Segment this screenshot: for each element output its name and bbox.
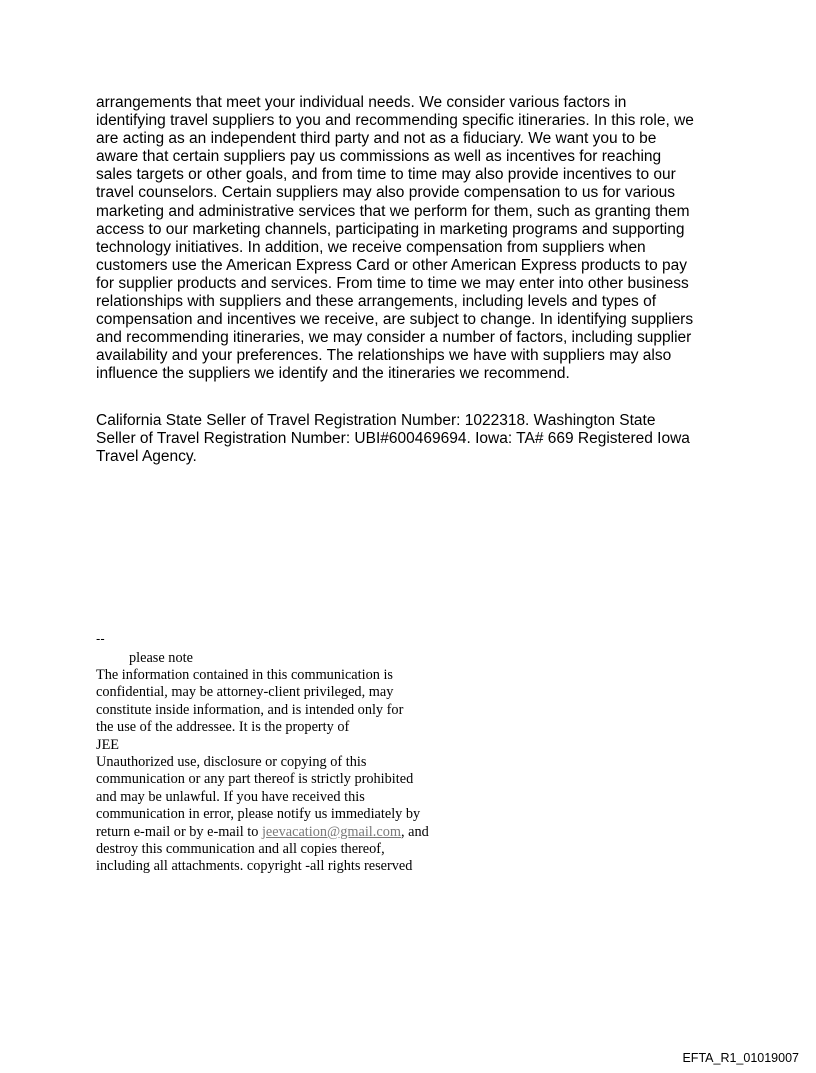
confidentiality-notice [96,667,516,876]
registration-line: Seller of Travel Registration Number: UBI#600469694. Iowa: TA# 669 Registered Iowa [96,430,690,448]
disclosure-line: identifying travel suppliers to you and recommending specific itineraries. In this role, we [96,112,694,130]
disclosure-line: arrangements that meet your individual needs. We consider various factors in [96,94,627,111]
email-prefix: return e-mail or by e-mail to [96,823,262,840]
disclosure-line: relationships with suppliers and these arrangements, including levels and types of [96,293,657,311]
registration-line: California State Seller of Travel Registration Number: 1022318. Washington State [96,412,656,429]
disclosure-line: and recommending itineraries, we may consider a number of factors, including supplier [96,329,692,347]
disclosure-line: marketing and administrative services that we perform for them, such as granting them [96,202,690,220]
notice-line: including all attachments. copyright -all rights reserved [96,858,413,875]
disclosure-line: availability and your preferences. The relationships we have with suppliers may also [96,347,672,365]
disclosure-paragraph [96,94,736,384]
notice-line: The information contained in this communication is [96,667,393,683]
notice-line: constitute inside information, and is intended only for [96,701,404,718]
document-id: EFTA_R1_01019007 [682,1051,799,1065]
email-suffix: , and [400,823,429,840]
notice-line: and may be unlawful. If you have received this [96,788,365,805]
notice-email-line [96,824,516,841]
notice-line: destroy this communication and all copies thereof, [96,841,385,858]
notice-line: the use of the addressee. It is the property of [96,719,350,736]
disclosure-line: travel counselors. Certain suppliers may also provide compensation to us for various [96,184,675,202]
notice-line: confidential, may be attorney-client privileged, may [96,684,394,701]
disclosure-line: sales targets or other goals, and from time to time may also provide incentives to our [96,166,676,184]
email-link[interactable]: jeevacation@gmail.com [261,823,401,840]
notice-line: communication in error, please notify us immediately by [96,806,421,823]
disclosure-line: are acting as an independent third party and not as a fiduciary. We want you to be [96,130,657,148]
disclosure-line: customers use the American Express Card or other American Express products to pay [96,256,687,274]
disclosure-line: access to our marketing channels, participating in marketing programs and supporting [96,220,685,238]
notice-heading: please note [129,650,193,666]
registration-line: Travel Agency. [96,448,197,466]
disclosure-line: aware that certain suppliers pay us commissions as well as incentives for reaching [96,148,662,166]
notice-line: JEE [96,736,120,753]
signature-separator: -- [96,631,105,646]
notice-line: communication or any part thereof is strictly prohibited [96,771,414,788]
registration-paragraph [96,412,736,466]
disclosure-line: compensation and incentives we receive, are subject to change. In identifying suppliers [96,311,694,329]
disclosure-line: influence the suppliers we identify and the itineraries we recommend. [96,365,570,383]
disclosure-line: for supplier products and services. From time to time we may enter into other business [96,274,689,292]
disclosure-line: technology initiatives. In addition, we receive compensation from suppliers when [96,238,646,256]
notice-line: Unauthorized use, disclosure or copying of this [96,754,367,771]
